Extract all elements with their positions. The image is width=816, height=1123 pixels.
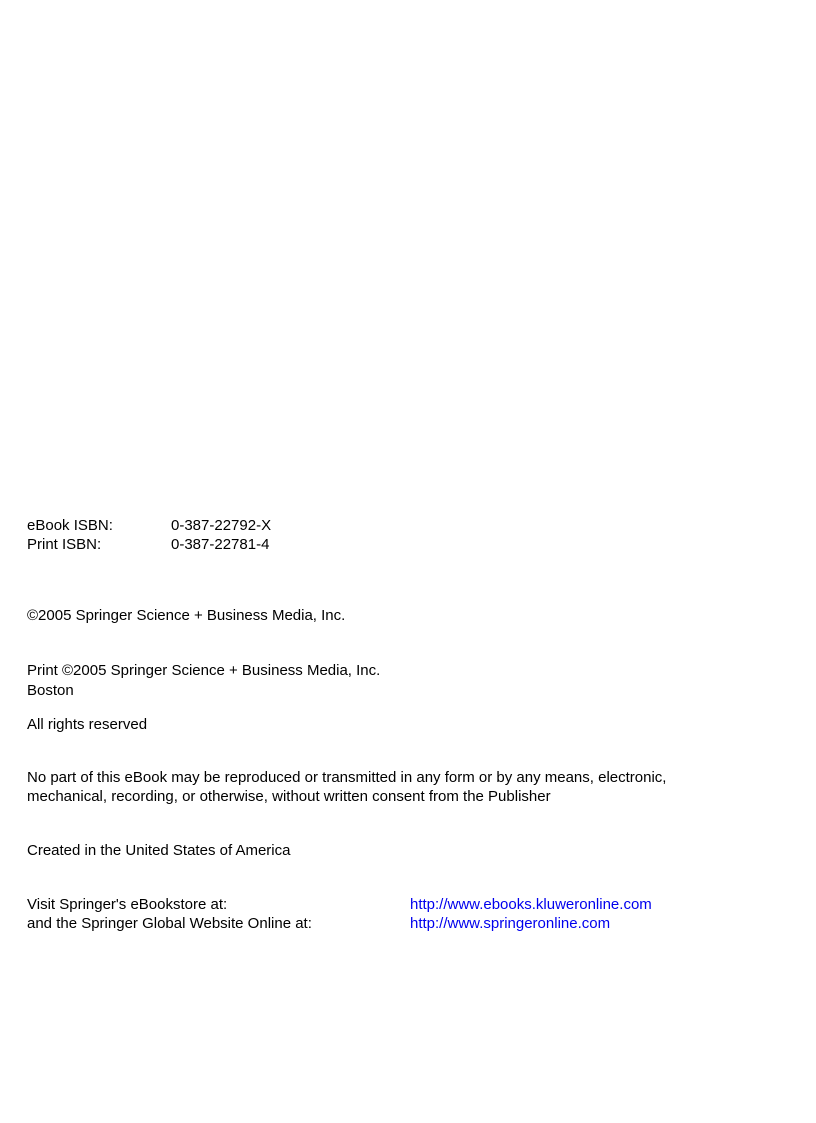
global-website-link[interactable]: http://www.springeronline.com — [410, 915, 611, 932]
global-website-label: and the Springer Global Website Online at: — [27, 915, 312, 932]
print-copyright-line: Print ©2005 Springer Science + Business Media, Inc. — [27, 662, 381, 679]
ebook-isbn-label: eBook ISBN: — [27, 517, 113, 534]
print-isbn-row — [27, 535, 269, 554]
ebookstore-label: Visit Springer's eBookstore at: — [27, 896, 228, 913]
copyright-line: ©2005 Springer Science + Business Media, Inc. — [27, 607, 346, 624]
print-isbn-value: 0-387-22781-4 — [171, 536, 270, 553]
rights-reserved: All rights reserved — [27, 716, 148, 733]
global-website-row — [27, 914, 610, 933]
created-in-line: Created in the United States of America — [27, 842, 291, 859]
ebook-isbn-value: 0-387-22792-X — [171, 517, 272, 534]
ebookstore-link[interactable]: http://www.ebooks.kluweronline.com — [410, 896, 652, 913]
notice-line-2: mechanical, recording, or otherwise, without written consent from the Publisher — [27, 788, 551, 805]
print-location-line: Boston — [27, 682, 74, 699]
ebookstore-row — [27, 895, 652, 914]
ebook-isbn-row — [27, 516, 271, 535]
print-isbn-label: Print ISBN: — [27, 536, 102, 553]
notice-line-1: No part of this eBook may be reproduced or transmitted in any form or by any means, electronic, — [27, 769, 667, 786]
